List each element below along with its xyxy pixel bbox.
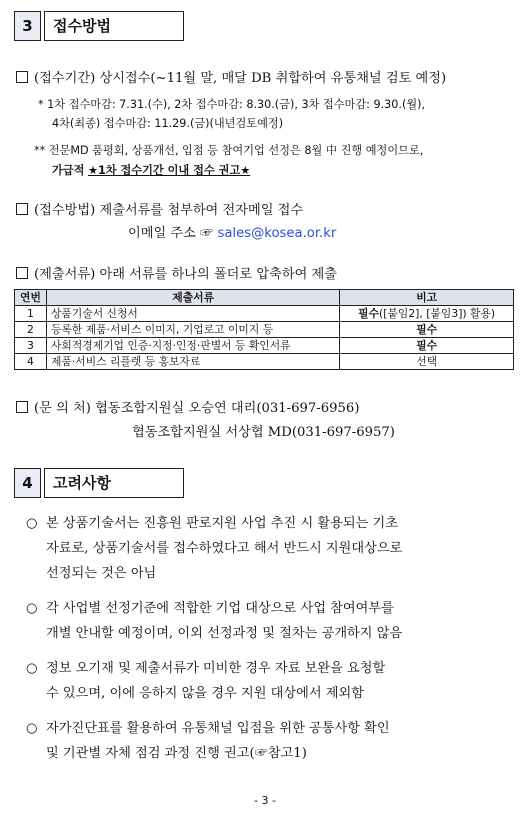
header-tab-decoration	[170, 11, 184, 41]
cell-no: 2	[15, 322, 47, 338]
section-title: 접수방법	[44, 11, 184, 41]
table-header-row	[15, 290, 514, 306]
method-text: 제출서류를 첨부하여 전자메일 접수	[99, 203, 304, 218]
section-number: 4	[14, 468, 41, 498]
header-tab-decoration	[170, 468, 184, 498]
method-row	[16, 199, 303, 218]
item-line: 자료로, 상품기술서를 접수하였다고 해서 반드시 지원대상으로	[46, 541, 403, 556]
item-line: 선정되는 것은 아님	[46, 566, 157, 581]
deadline-line-1: * 1차 접수마감: 7.31.(수), 2차 접수마감: 8.30.(금), 3차 접수마감: 9.30.(월),	[38, 98, 426, 111]
table-row	[15, 306, 514, 322]
section-number: 3	[14, 11, 41, 41]
documents-table	[14, 289, 514, 370]
item-line: 자가진단표를 활용하여 유통채널 입점을 위한 공통사항 확인	[46, 721, 390, 736]
item-line: 본 상품기술서는 진흥원 판로지원 사업 추진 시 활용되는 기초	[46, 516, 399, 531]
checkbox-square-icon	[16, 401, 28, 413]
contact-row	[16, 397, 359, 416]
cell-note	[340, 354, 514, 370]
header-note: 비고	[340, 290, 514, 306]
contact-label: (문 의 처)	[34, 401, 91, 416]
table-row	[15, 322, 514, 338]
note-emphasis: 가급적	[52, 164, 85, 177]
note-rest: ([붙임2], [붙임3]) 활용)	[379, 307, 496, 320]
email-link[interactable]: sales@kosea.or.kr	[217, 226, 337, 241]
contact-2: 협동조합지원실 서상협 MD(031-697-6957)	[132, 425, 395, 440]
cell-note	[340, 338, 514, 354]
docs-row	[16, 263, 337, 282]
cell-doc: 상품기술서 신청서	[46, 306, 339, 322]
period-text: 상시접수(~11월 말, 매달 DB 취합하여 유통채널 검토 예정)	[99, 71, 447, 86]
docs-label: (제출서류)	[34, 267, 96, 282]
page-number: - 3 -	[254, 794, 276, 807]
list-item	[26, 716, 516, 766]
item-line: 수 있으며, 이에 응하지 않을 경우 지원 대상에서 제외함	[46, 686, 364, 701]
section-3-header	[14, 11, 184, 41]
cell-doc: 제품·서비스 리플렛 등 홍보자료	[46, 354, 339, 370]
note-recommendation: ★1차 접수기간 이내 접수 권고★	[87, 164, 251, 177]
deadline-line-2: 4차(최종) 접수마감: 11.29.(금)(내년검토예정)	[52, 117, 284, 130]
note-bold: 필수	[416, 339, 438, 352]
item-line: 개별 안내할 예정이며, 이외 선정과정 및 절차는 공개하지 않음	[46, 626, 403, 641]
note-rest: 선택	[416, 355, 438, 368]
circle-bullet-icon: ○	[26, 661, 38, 676]
list-item	[26, 511, 516, 586]
method-label: (접수방법)	[34, 203, 96, 218]
period-label: (접수기간)	[34, 71, 96, 86]
contact-1: 협동조합지원실 오승연 대리(031-697-6956)	[95, 401, 360, 416]
header-no: 연번	[15, 290, 47, 306]
header-doc: 제출서류	[46, 290, 339, 306]
cell-doc: 등록한 제품·서비스 이미지, 기업로고 이미지 등	[46, 322, 339, 338]
period-row	[16, 67, 446, 86]
circle-bullet-icon: ○	[26, 516, 38, 531]
cell-note	[340, 322, 514, 338]
note-bold: 필수	[416, 323, 438, 336]
email-label: 이메일 주소 ☞	[128, 226, 214, 241]
cell-no: 4	[15, 354, 47, 370]
circle-bullet-icon: ○	[26, 721, 38, 736]
item-line: 각 사업별 선정기준에 적합한 기업 대상으로 사업 참여여부를	[46, 601, 394, 616]
checkbox-square-icon	[16, 267, 28, 279]
cell-no: 1	[15, 306, 47, 322]
cell-doc: 사회적경제기업 인증·지정·인정·판별서 등 확인서류	[46, 338, 339, 354]
table-row	[15, 338, 514, 354]
section-4-header	[14, 468, 184, 498]
note-bold: 필수	[358, 307, 380, 320]
email-row	[128, 222, 336, 241]
list-item	[26, 656, 516, 706]
list-item	[26, 596, 516, 646]
note-line-2	[52, 162, 250, 178]
docs-text: 아래 서류를 하나의 폴더로 압축하여 제출	[99, 267, 337, 282]
note-line-1: ** 전문MD 품평회, 상품개선, 입점 등 참여기업 선정은 8월 中 진행 예정이므로,	[34, 144, 424, 157]
checkbox-square-icon	[16, 71, 28, 83]
circle-bullet-icon: ○	[26, 601, 38, 616]
item-line: 정보 오기재 및 제출서류가 미비한 경우 자료 보완을 요청할	[46, 661, 386, 676]
checkbox-square-icon	[16, 203, 28, 215]
cell-no: 3	[15, 338, 47, 354]
item-line: 및 기관별 자체 점검 과정 진행 권고(☞참고1)	[46, 746, 307, 761]
cell-note	[340, 306, 514, 322]
table-row	[15, 354, 514, 370]
section-title: 고려사항	[44, 468, 184, 498]
